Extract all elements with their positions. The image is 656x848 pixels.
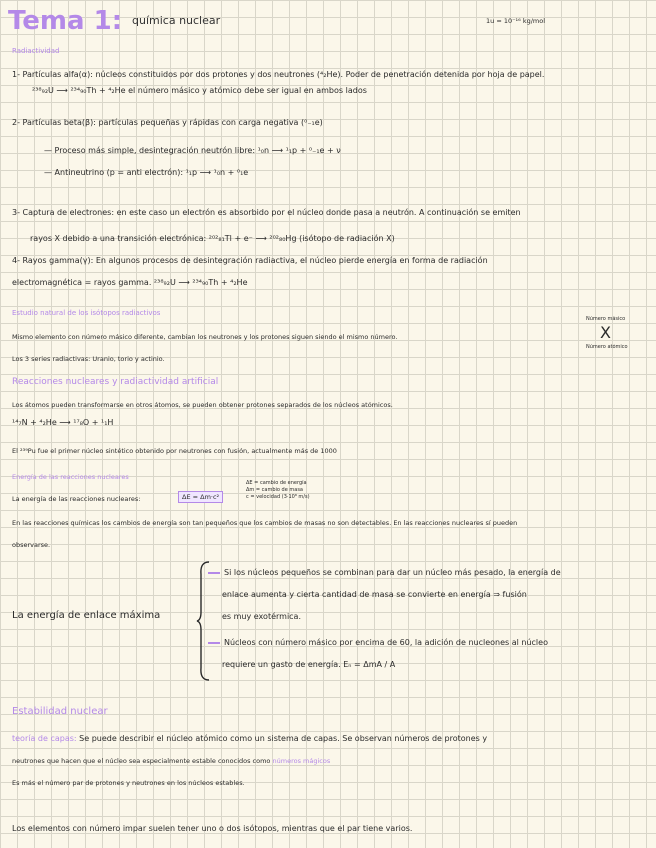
radioactive-series: Los 3 series radiactivas: Uranio, torio y actinio. [12, 355, 165, 363]
bullet-dash [208, 572, 220, 574]
heading-reacciones: Reacciones nucleares y radiactividad artificial [12, 377, 219, 387]
fusion-text-1: Si los núcleos pequeños se combinan para dar un núcleo más pesado, la energía de [224, 568, 561, 577]
binding-energy-label: La energía de enlace máxima [12, 610, 161, 621]
observe-note: observarse. [12, 541, 51, 549]
fission-text-2: requiere un gasto de energía. Eₙ = ΔmA / A [222, 660, 396, 669]
mass-number-label: Número másico [586, 316, 626, 322]
corner-note: 1u = 10⁻¹⁶ kg/mol [486, 17, 546, 25]
page-subtitle: química nuclear [132, 14, 221, 27]
shell-theory [12, 734, 652, 744]
magic-numbers-line [12, 756, 652, 766]
odd-isotopes: Los elementos con número impar suelen tener uno o dos isótopos, mientras que el par tiene varios. [12, 824, 413, 833]
alpha-equation: ²³⁸₉₂U ⟶ ²³⁴₉₀Th + ⁴₂He el número másico y atómico debe ser igual en ambos lados [32, 86, 367, 95]
chemical-vs-nuclear: En las reacciones químicas los cambios de energía son tan pequeños que los cambios de masas no son detectables. En las reacciones nucleares sí pueden [12, 519, 518, 527]
legend-energy: ΔE = cambio de energía [246, 480, 307, 486]
antineutrino: — Antineutrino (p = anti electrón): ¹₁p ⟶ ¹₀n + ⁰₁e [44, 168, 249, 177]
even-numbers: Es más el número par de protones y neutrones en los núcleos estables. [12, 779, 245, 787]
plutonium-note: El ²³⁹Pu fue el primer núcleo sintético obtenido por neutrones con fusión, actualmente más de 1000 [12, 447, 337, 455]
element-symbol: X [600, 324, 611, 342]
isotopes-definition: Mismo elemento con número másico diferente, cambian los neutrones y los protones siguen siendo el mismo número. [12, 333, 398, 341]
curly-brace [196, 560, 210, 682]
shell-theory-term: teoría de capas: [12, 734, 77, 743]
page-title: Tema 1: [8, 6, 123, 36]
energy-formula-wrap [178, 491, 223, 503]
legend-velocity: c = velocidad (3·10⁸ m/s) [246, 494, 310, 500]
energy-formula: ΔE = Δm·c² [178, 491, 223, 503]
fission-text-1: Núcleos con número másico por encima de 60, la adición de nucleones al núcleo [224, 638, 548, 647]
alpha-particles: 1- Partículas alfa(α): núcleos constituidos por dos protones y dos neutrones (⁴₂He). Poder de penetración detenida por hoja de papel. [12, 70, 545, 79]
magic-numbers-text: neutrones que hacen que el núcleo sea especialmente estable conocidos como [12, 757, 271, 765]
electron-capture-2: rayos X debido a una transición electrónica: ²⁰²₈₁Tl + e⁻ ⟶ ²⁰²₈₀Hg (isótopo de radiación X) [30, 234, 395, 243]
heading-estabilidad: Estabilidad nuclear [12, 706, 108, 717]
shell-theory-text: Se puede describir el núcleo atómico como un sistema de capas. Se observan números de protones y [79, 734, 488, 743]
transformations: Los átomos pueden transformarse en otros átomos, se pueden obtener protones separados de los núcleos atómicos. [12, 401, 393, 409]
electron-capture: 3- Captura de electrones: en este caso un electrón es absorbido por el núcleo donde pasa a neutrón. A continuación se emiten [12, 208, 521, 217]
fusion-text-3: es muy exotérmica. [222, 612, 302, 621]
bullet-dash [208, 642, 220, 644]
atomic-number-label: Número atómico [586, 344, 628, 350]
nitrogen-reaction: ¹⁴₇N + ⁴₂He ⟶ ¹⁷₈O + ¹₁H [12, 418, 114, 427]
fission-item [208, 638, 654, 648]
gamma-rays: 4- Rayos gamma(γ): En algunos procesos de desintegración radiactiva, el núcleo pierde energía en forma de radiación [12, 256, 488, 265]
gamma-rays-2: electromagnética = rayos gamma. ²³⁸₉₂U ⟶ ²³⁴₉₀Th + ⁴₂He [12, 278, 248, 287]
heading-energia: Energía de las reacciones nucleares [12, 473, 129, 481]
fusion-text-2: enlace aumenta y cierta cantidad de masa se convierte en energía ⇒ fusión [222, 590, 527, 599]
magic-numbers-highlight: números mágicos [272, 757, 331, 765]
heading-radiactividad: Radiactividad [12, 47, 60, 55]
beta-particles: 2- Partículas beta(β): partículas pequeñas y rápidas con carga negativa (⁰₋₁e) [12, 118, 323, 127]
fusion-item-1 [208, 568, 654, 578]
beta-process: — Proceso más simple, desintegración neutrón libre: ¹₀n ⟶ ¹₁p + ⁰₋₁e + ν [44, 146, 341, 155]
energy-intro: La energía de las reacciones nucleares: [12, 495, 141, 503]
legend-mass: Δm = cambio de masa [246, 487, 303, 493]
heading-estudio: Estudio natural de los isótopos radiactivos [12, 309, 161, 317]
